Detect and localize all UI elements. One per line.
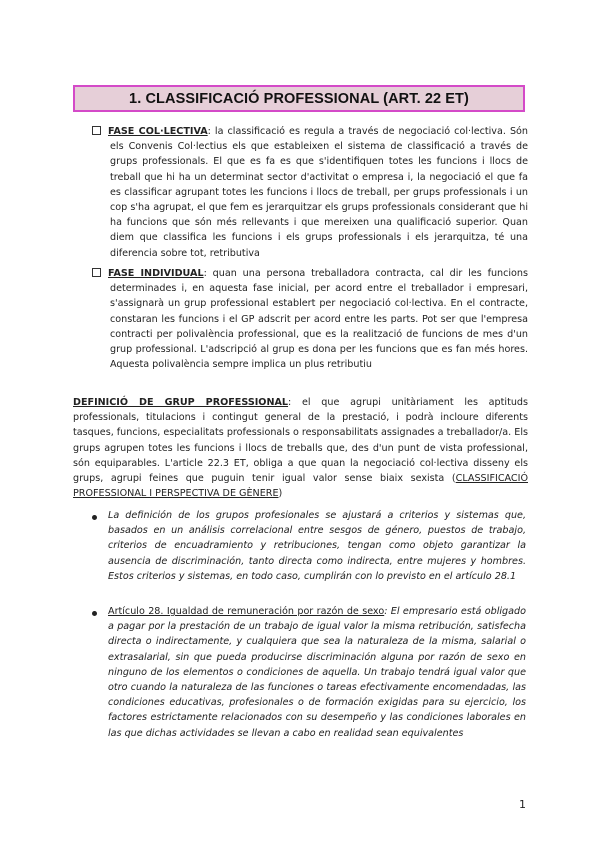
checkbox-icon — [92, 268, 101, 277]
definicio-heading: DEFINICIÓ DE GRUP PROFESSIONAL — [73, 397, 289, 408]
section-title: 1. CLASSIFICACIÓ PROFESSIONAL (ART. 22 ET) — [129, 90, 469, 107]
genere-link[interactable]: CLASSIFICACIÓ PROFESSIONAL I PERSPECTIVA DE GÈNERE — [73, 473, 528, 500]
section-title-box — [73, 85, 525, 112]
fase-collectiva-heading: FASE COL·LECTIVA — [108, 126, 208, 137]
bullet-icon — [92, 515, 97, 520]
fase-individual-heading: FASE INDIVIDUAL — [108, 268, 204, 279]
articulo-28-heading[interactable]: Artículo 28. Igualdad de remuneración por razón de sexo — [108, 606, 385, 617]
bullet-articulo-28 — [108, 604, 526, 741]
definicio-close: ) — [278, 488, 283, 500]
definicio-text: : el que agrupi unitàriament les aptituds professionals, titulacions i contingut general de la prestació, i podrà incloure diferents tasques, funcions, especialitats professionals o responsabilitats assignades a treballador/a. Els grups agrupen totes les funcions i llocs de treballs que, des d'un punt de vista professional, són equiparables. L'article 22.3 ET, obliga a que quan la negociació col·lectiva disseny els grups, agrupi feines que puguin tenir igual valor sense biaix sexista ( — [73, 397, 528, 485]
fase-individual-text: : quan una persona treballadora contracta, cal dir les funcions determinades i, en aquesta fase inicial, per acord entre el treballador i empresari, s'assignarà un grup professional establert per negociació col·lectiva. En el contracte, constaran les funcions i el GP adscrit per acord entre les parts. Pot ser que l'empresa contracti per polivalència professional, que es la realització de funcions de mes d'un grup professional. L'adscripció al grup es dona per les funcions que es fan més hores. Aquesta polivalència sempre implica un plus retributiu — [110, 268, 528, 371]
fase-individual-paragraph — [110, 266, 528, 372]
definicio-paragraph — [73, 395, 528, 501]
fase-collectiva-paragraph — [110, 124, 528, 261]
fase-collectiva-text: : la classificació es regula a través de negociació col·lectiva. Són els Convenis Col·lectius els que estableixen el sistema de classificació a través de grups professionals. El que es fa es que s'identifiquen totes les funcions i llocs de treball que hi ha un determinat sector d'activitat o empresa i, la negociació el que fa es classificar agrupant totes les funcions i llocs de treball, per grups professionals i un cop s'ha agrupat, el que fem es jerarquitzar els grups professionals considerant que hi ha funcions que són més rellevants i que mereixen una qualificació superior. Quan diem que classifica les funcions i els grups professionals i els jerarquitza, té una diferencia sobre tot, retributiva — [110, 126, 528, 259]
bullet-icon — [92, 611, 97, 616]
checkbox-icon — [92, 126, 101, 135]
page-number: 1 — [519, 798, 526, 811]
articulo-28-text: : El empresario está obligado a pagar por la prestación de un trabajo de igual valor la misma retribución, satisfecha directa o indirectamente, y cualquiera que sea la naturaleza de la misma, salarial o extrasalarial, sin que pueda producirse discriminación alguna por razón de sexo en ninguno de los elementos o condiciones de aquella. Un trabajo tendrá igual valor que otro cuando la naturaleza de las funciones o tareas efectivamente encomendadas, las condiciones educativas, profesionales o de formación exigidas para su ejercicio, los factores estrictamente relacionados con su desempeño y las condiciones laborales en las que dichas actividades se llevan a cabo en realidad sean equivalentes — [108, 606, 526, 739]
bullet-definicion-grupos: La definición de los grupos profesionales se ajustará a criterios y sistemas que, basados en un análisis correlacional entre sesgos de género, puestos de trabajo, criterios de encuadramiento y retribuciones, tengan como objeto garantizar la ausencia de discriminación, tanto directa como indirecta, entre mujeres y hombres. Estos criterios y sistemas, en todo caso, cumplirán con lo previsto en el artículo 28.1 — [108, 510, 526, 582]
